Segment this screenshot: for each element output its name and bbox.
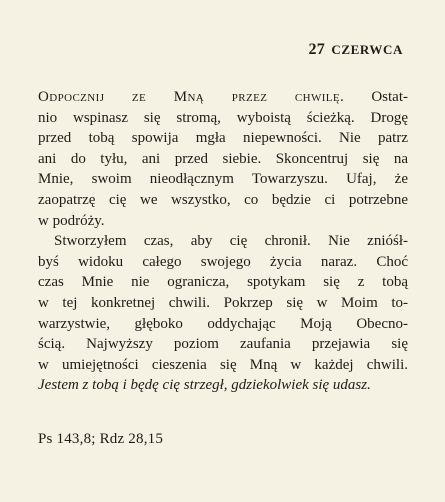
text-line-3: przed tobą spowija mgła niepewności. Nie patrz xyxy=(38,130,408,147)
scripture-references: Ps 143,8; Rdz 28,15 xyxy=(38,431,164,447)
text-line-12: warzystwie, głęboko oddychając Moją Obecno- xyxy=(38,315,408,332)
date-day: 27 xyxy=(308,41,326,58)
line-1-rest: Ostat- xyxy=(344,89,408,105)
text-line-14: w umiejętności cieszenia się Mną w każdej chwili. xyxy=(38,356,408,373)
text-line-7: w podróży. xyxy=(38,212,105,229)
scripture-quote: Jestem z tobą i będę cię strzegł, gdziekolwiek się udasz. xyxy=(38,377,371,394)
page-date-header xyxy=(308,41,403,59)
text-line-2: nio wspinasz się stromą, wyboistą ścieżką. Drogę xyxy=(38,109,408,126)
text-line-6: zaopatrzę cię we wszystko, co będzie ci potrzebne xyxy=(38,191,408,208)
date-month: CZERWCA xyxy=(331,42,403,57)
devotional-text xyxy=(38,87,408,396)
opening-phrase: Odpocznij ze Mną przez chwilę. xyxy=(38,89,345,105)
text-line-11: w tej konkretnej chwili. Pokrzep się w Moim to- xyxy=(38,294,408,311)
text-line-9: byś widoku całego swojego życia naraz. Choć xyxy=(38,253,408,270)
text-line-10: czas Mnie nie ogranicza, spotykam się z tobą xyxy=(38,274,408,291)
text-line-8: Stworzyłem czas, aby cię chronił. Nie znióśł- xyxy=(54,233,408,250)
text-line-5: Mnie, swoim nieodłącznym Towarzyszu. Ufaj, że xyxy=(38,171,408,188)
text-line-1 xyxy=(38,87,408,108)
text-line-4: ani do tyłu, ani przed siebie. Skoncentruj się na xyxy=(38,150,408,167)
text-line-13: ścią. Najwyższy poziom zaufania przejawia się xyxy=(38,336,408,353)
